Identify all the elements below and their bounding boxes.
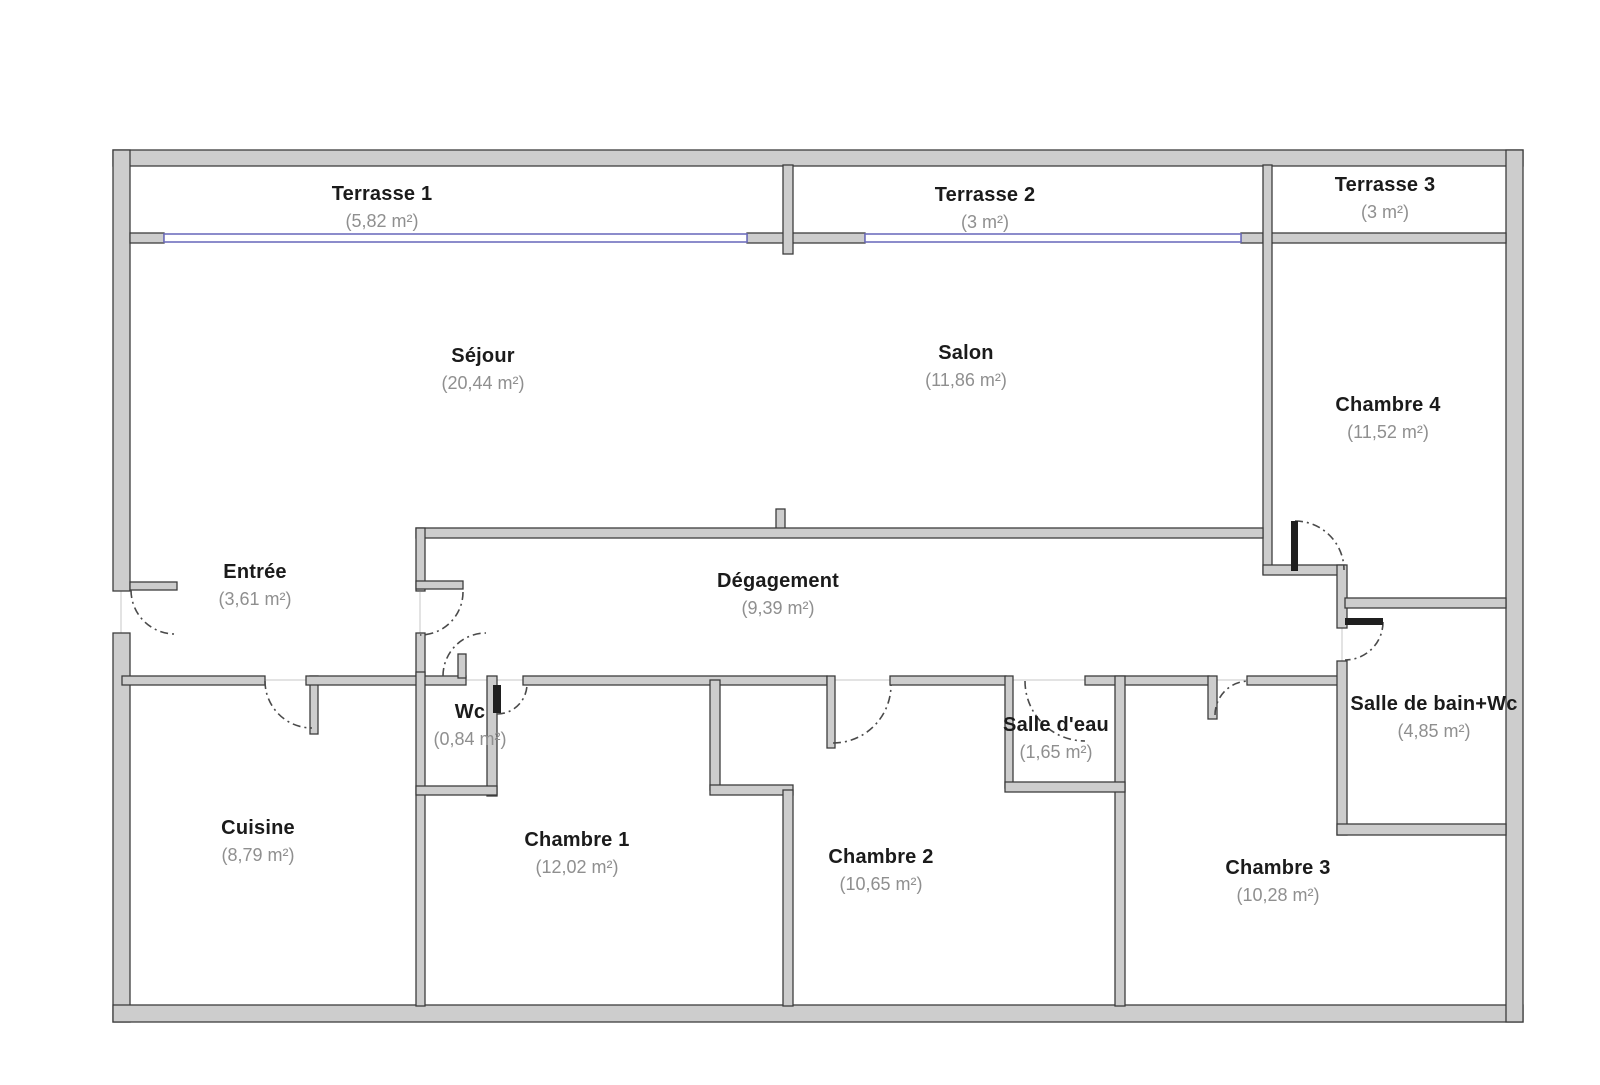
door-arc — [420, 592, 463, 635]
door-arc — [1215, 681, 1249, 715]
room-name: Terrasse 1 — [331, 183, 433, 205]
door-arc — [1345, 622, 1383, 660]
door-leaf — [1291, 521, 1298, 571]
wall — [306, 676, 466, 685]
door-arc — [1025, 681, 1085, 741]
wall — [710, 680, 720, 790]
room-name: Chambre 2 — [828, 846, 934, 868]
room-name: Chambre 4 — [1335, 394, 1441, 416]
door-arc — [497, 684, 527, 714]
room-name: Chambre 3 — [1225, 857, 1331, 879]
door-arc — [265, 681, 312, 728]
wall — [113, 633, 130, 1022]
window — [164, 234, 747, 242]
room-name: Terrasse 3 — [1334, 174, 1436, 196]
wall — [1263, 565, 1345, 575]
room-name: Cuisine — [221, 817, 295, 839]
wall — [113, 1005, 1523, 1022]
wall — [1337, 661, 1347, 835]
wall — [1005, 676, 1013, 788]
room-area: (11,86 m²) — [925, 370, 1007, 390]
room-area: (3 m²) — [961, 212, 1009, 232]
room-area: (8,79 m²) — [221, 845, 295, 865]
wall — [1263, 165, 1272, 574]
room-area: (3 m²) — [1361, 202, 1409, 222]
wall — [1345, 598, 1506, 608]
wall — [1005, 782, 1125, 792]
room-name: Terrasse 2 — [934, 184, 1036, 206]
room-area: (11,52 m²) — [1347, 422, 1429, 442]
wall — [113, 150, 1523, 166]
room-name: Entrée — [223, 561, 287, 583]
wall — [113, 150, 130, 591]
wall — [1115, 676, 1125, 1006]
room-area: (0,84 m²) — [433, 729, 507, 749]
wall — [1085, 676, 1209, 685]
wall — [130, 582, 177, 590]
wall — [747, 233, 865, 243]
wall — [890, 676, 1006, 685]
wall — [130, 233, 164, 243]
wall — [122, 676, 265, 685]
room-area: (3,61 m²) — [218, 589, 292, 609]
wall — [416, 528, 1263, 538]
wall — [1337, 824, 1506, 835]
room-area: (10,28 m²) — [1236, 885, 1320, 905]
room-area: (10,65 m²) — [839, 874, 923, 894]
room-name: Dégagement — [716, 570, 840, 592]
wall — [523, 676, 827, 685]
room-area: (1,65 m²) — [1019, 742, 1093, 762]
window — [865, 234, 1241, 242]
door-leaf — [493, 685, 501, 713]
door-arc — [1295, 521, 1344, 570]
wall — [1506, 150, 1523, 1022]
room-name: Salle d'eau — [1003, 714, 1109, 736]
wall — [416, 786, 497, 795]
room-area: (4,85 m²) — [1397, 721, 1471, 741]
wall — [1263, 233, 1506, 243]
room-name: Chambre 1 — [524, 829, 630, 851]
room-area: (20,44 m²) — [441, 373, 525, 393]
room-area: (9,39 m²) — [741, 598, 815, 618]
door-leaf — [1345, 618, 1383, 625]
room-name: Wc — [454, 701, 486, 723]
door-arc — [131, 590, 175, 634]
room-name: Salon — [938, 342, 994, 364]
wall — [1247, 676, 1342, 685]
room-area: (12,02 m²) — [535, 857, 619, 877]
wall — [783, 165, 793, 254]
wall — [783, 790, 793, 1006]
room-name: Salle de bain+Wc — [1350, 693, 1518, 715]
room-name: Séjour — [451, 345, 515, 367]
wall — [458, 654, 466, 678]
door-arc — [833, 685, 891, 743]
wall — [710, 785, 793, 795]
wall — [416, 581, 463, 589]
room-area: (5,82 m²) — [345, 211, 419, 231]
wall — [827, 676, 835, 748]
wall — [416, 672, 425, 1006]
